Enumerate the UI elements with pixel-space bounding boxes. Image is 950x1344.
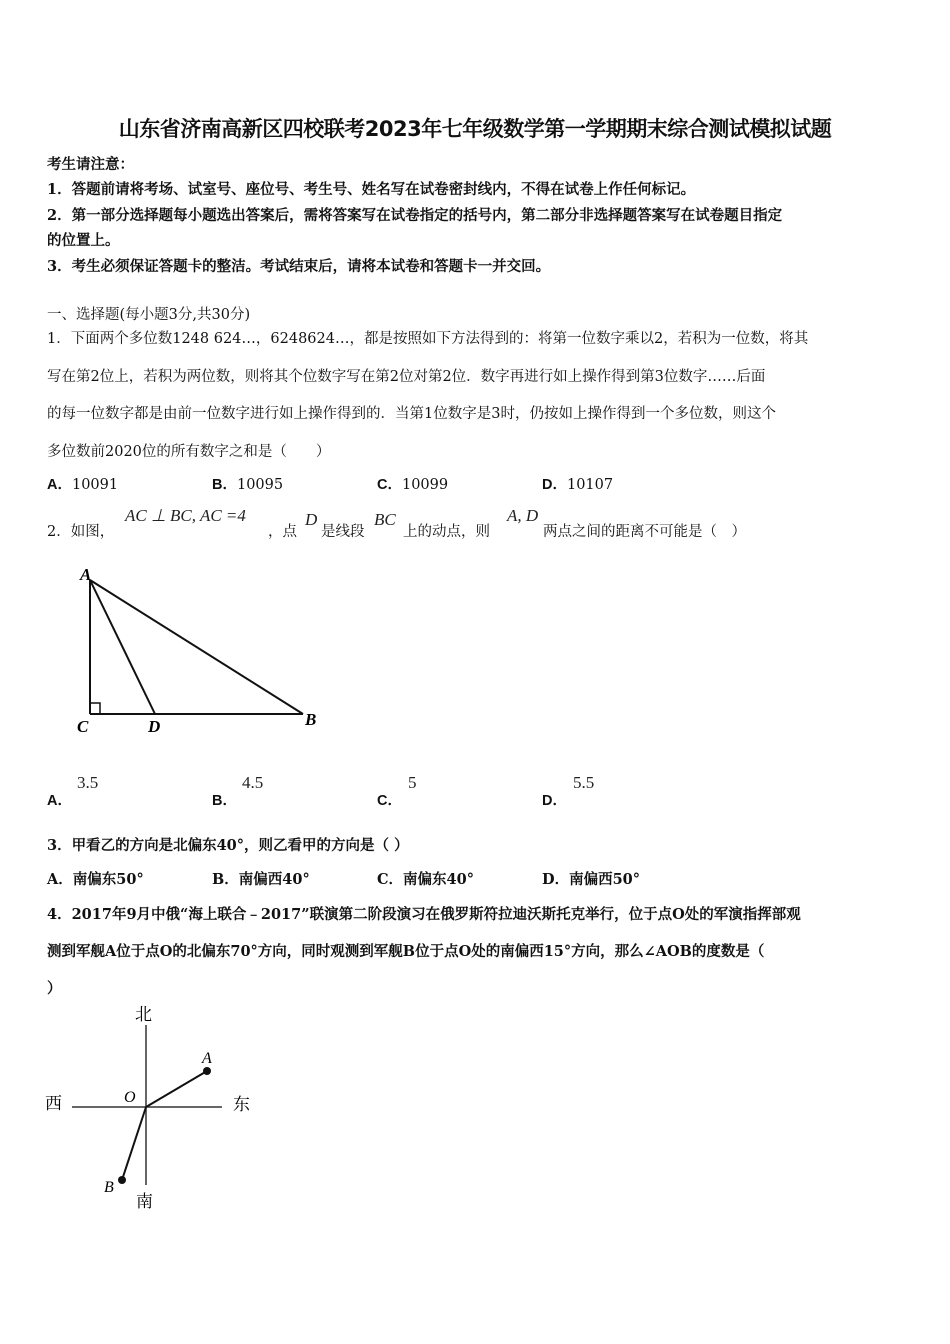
q3-text: 3．甲看乙的方向是北偏东40°，则乙看甲的方向是（ ） (47, 837, 409, 854)
q3-option-c (377, 868, 474, 889)
q3-option-a (47, 868, 144, 889)
q1-line: 写在第2位上，若积为两位数，则将其个位数字写在第2位对第2位．数字再进行如上操作得到第3位数字……后面 (47, 369, 766, 385)
option-label: B． (212, 477, 237, 493)
q1-option-d (542, 473, 613, 494)
q1-line: 的每一位数字都是由前一位数字进行如上操作得到的．当第1位数字是3时，仍按如上操作得到一个多位数，则这个 (47, 406, 776, 422)
option-value: 南偏西50° (569, 871, 641, 888)
notice-item: 的位置上。 (47, 232, 120, 249)
option-value: 10099 (401, 477, 449, 493)
label-b: B (305, 710, 317, 729)
page-title: 山东省济南高新区四校联考2023年七年级数学第一学期期末综合测试模拟试题 (118, 117, 832, 141)
label-a: A (80, 565, 92, 584)
q2-point-d: D (305, 510, 318, 529)
q1-line: 多位数前2020位的所有数字之和是（ ） (47, 444, 331, 460)
point-b (118, 1176, 126, 1184)
label-a: A (202, 1050, 212, 1067)
q2-option-d-value: 5.5 (573, 773, 595, 792)
option-value: 南偏东50° (72, 871, 144, 888)
option-label: D． (542, 477, 567, 493)
option-value: 10095 (236, 477, 284, 493)
q4-line: 测到军舰A位于点O的北偏东70°方向，同时观测到军舰B位于点O处的南偏西15°方向，那么∠AOB的度数是（ (47, 943, 765, 960)
label-d: D (148, 717, 161, 736)
q3-option-b (212, 868, 310, 889)
q2-condition: AC ⊥ BC, AC =4 (125, 506, 246, 525)
q2-points-ad: A, D (507, 506, 539, 525)
q2-option-a-label: A． (47, 793, 72, 809)
q2-text: 上的动点，则 (403, 524, 490, 540)
q2-text: ，点 (268, 524, 297, 540)
option-label: D． (542, 871, 570, 888)
notice-item: 3．考生必须保证答题卡的整洁。考试结束后，请将本试卷和答题卡一并交回。 (47, 258, 551, 275)
label-north: 北 (135, 1005, 152, 1024)
q2-option-b-value: 4.5 (242, 773, 264, 792)
q1-line: 1．下面两个多位数1248 624…，6248624…，都是按照如下方法得到的：将第一位数字乘以2，若积为一位数，将其 (47, 331, 809, 347)
option-value: 10107 (566, 477, 614, 493)
option-label: C． (377, 871, 404, 888)
label-south: 南 (136, 1192, 153, 1211)
q2-option-a-value: 3.5 (77, 773, 99, 792)
option-value: 南偏东40° (403, 871, 474, 888)
notice-heading: 考生请注意： (47, 156, 134, 173)
q2-option-c-label: C． (377, 793, 402, 809)
q1-option-c (377, 473, 448, 494)
ray-ob (122, 1107, 146, 1180)
label-east: 东 (233, 1095, 250, 1114)
q2-option-d-label: D． (542, 793, 567, 809)
option-value: 南偏西40° (238, 871, 310, 888)
right-angle-mark (90, 703, 100, 714)
ray-oa (146, 1071, 207, 1107)
label-b: B (104, 1179, 114, 1196)
option-label: C． (377, 477, 402, 493)
option-label: B． (212, 871, 239, 888)
q2-segment-bc: BC (374, 510, 396, 529)
option-label: A． (47, 871, 73, 888)
point-a (203, 1067, 211, 1075)
label-c: C (77, 717, 89, 736)
q4-compass-figure (40, 1000, 270, 1215)
option-label: A． (47, 477, 72, 493)
q2-prefix: 2．如图， (47, 524, 115, 540)
section-heading: 一、选择题(每小题3分,共30分) (47, 307, 251, 323)
notice-item: 2．第一部分选择题每小题选出答案后，需将答案写在试卷指定的括号内，第二部分非选择题答案写在试卷题目指定 (47, 207, 783, 224)
q2-option-b-label: B． (212, 793, 237, 809)
notice-item: 1．答题前请将考场、试室号、座位号、考生号、姓名写在试卷密封线内，不得在试卷上作任何标记。 (47, 181, 696, 198)
q2-triangle-figure (60, 560, 330, 745)
label-west: 西 (45, 1094, 62, 1113)
q1-option-b (212, 473, 283, 494)
q4-line: ） (47, 980, 62, 997)
q2-text: 是线段 (321, 524, 365, 540)
q2-text: 两点之间的距离不可能是（ ） (543, 524, 746, 540)
q2-option-c-value: 5 (408, 773, 417, 792)
q4-line: 4．2017年9月中俄“海上联合﹣2017”联演第二阶段演习在俄罗斯符拉迪沃斯托克举行，位于点O处的军演指挥部观 (47, 906, 801, 923)
option-value: 10091 (71, 477, 119, 493)
q3-option-d (542, 868, 640, 889)
label-o: O (124, 1089, 136, 1106)
q1-option-a (47, 473, 118, 494)
